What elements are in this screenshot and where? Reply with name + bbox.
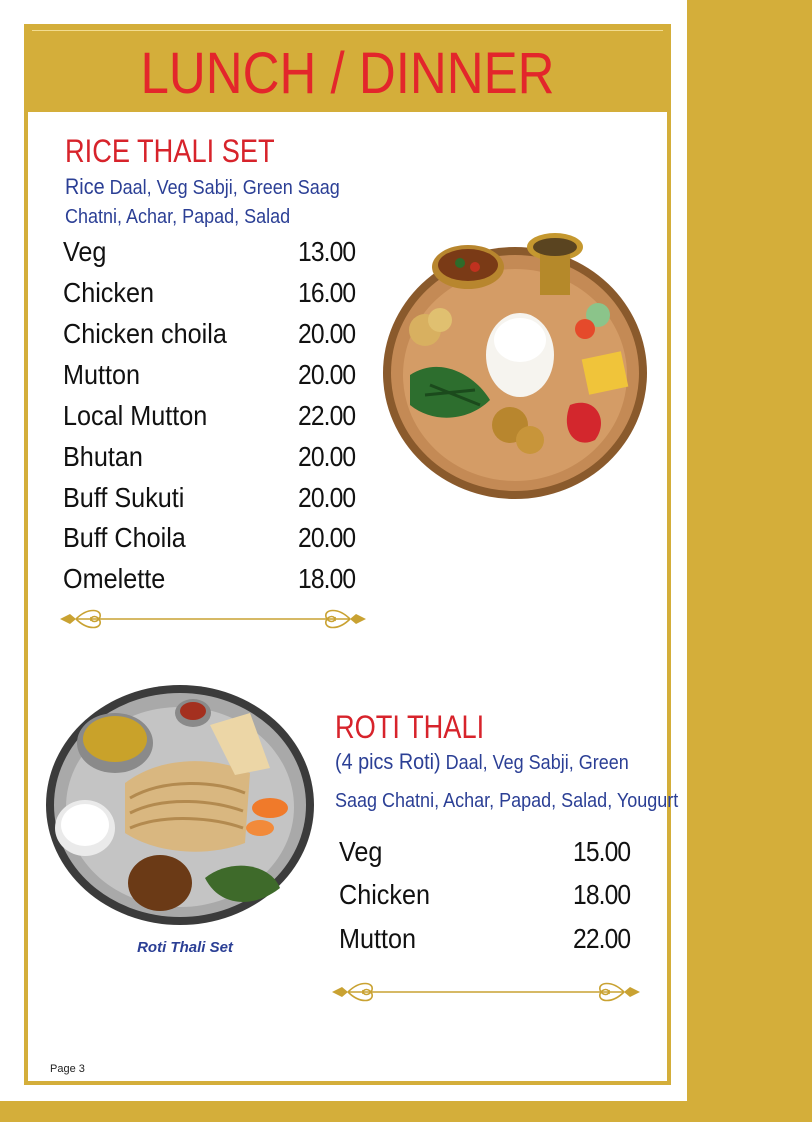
rice-item-price: 20.00 <box>298 441 356 472</box>
bottom-gold-band <box>0 1101 812 1122</box>
ornamental-divider <box>58 603 368 635</box>
rice-thali-photo <box>380 225 650 505</box>
rice-thali-desc-line2: Chatni, Achar, Papad, Salad <box>65 206 291 228</box>
roti-thali-desc-rest: Daal, Veg Sabji, Green <box>440 752 629 774</box>
rice-item-name: Chicken <box>63 277 155 308</box>
roti-item-price: 22.00 <box>573 923 631 954</box>
roti-item-name: Mutton <box>339 923 417 954</box>
rice-item-name: Bhutan <box>63 441 143 472</box>
rice-item-price: 18.00 <box>298 563 356 594</box>
rice-item-name: Mutton <box>63 359 141 390</box>
rice-item-price: 22.00 <box>298 400 356 431</box>
rice-thali-desc-line1 <box>65 174 340 200</box>
rice-item-name: Buff Choila <box>63 522 186 553</box>
ornamental-divider <box>330 976 642 1008</box>
rice-item-name: Buff Sukuti <box>63 482 185 513</box>
page-number: Page 3 <box>50 1063 85 1075</box>
roti-item-name: Veg <box>339 836 383 867</box>
rice-item-price: 20.00 <box>298 318 356 349</box>
rice-item-price: 16.00 <box>298 277 356 308</box>
right-gold-band <box>687 0 812 1122</box>
page-title: LUNCH / DINNER <box>140 41 555 106</box>
roti-thali-desc-line1 <box>335 749 629 775</box>
rice-item-price: 20.00 <box>298 482 356 513</box>
roti-thali-desc-lead: (4 pics Roti) <box>335 749 441 774</box>
rice-item-name: Omelette <box>63 563 166 594</box>
rice-thali-title: RICE THALI SET <box>65 133 275 169</box>
roti-item-name: Chicken <box>339 879 431 910</box>
roti-thali-desc-line2: Saag Chatni, Achar, Papad, Salad, Yougurt <box>335 790 679 812</box>
rice-item-name: Local Mutton <box>63 400 208 431</box>
roti-item-price: 15.00 <box>573 836 631 867</box>
rice-item-name: Veg <box>63 236 107 267</box>
roti-thali-caption: Roti Thali Set <box>137 939 233 956</box>
rice-item-price: 13.00 <box>298 236 356 267</box>
roti-item-price: 18.00 <box>573 879 631 910</box>
rice-item-price: 20.00 <box>298 522 356 553</box>
rice-item-name: Chicken choila <box>63 318 227 349</box>
roti-thali-photo <box>45 683 315 928</box>
rice-item-price: 20.00 <box>298 359 356 390</box>
rice-thali-desc-rest: Daal, Veg Sabji, Green Saag <box>104 177 340 199</box>
header-highlight-line <box>32 30 663 31</box>
roti-thali-title: ROTI THALI <box>335 709 485 745</box>
rice-thali-desc-lead: Rice <box>65 174 105 199</box>
